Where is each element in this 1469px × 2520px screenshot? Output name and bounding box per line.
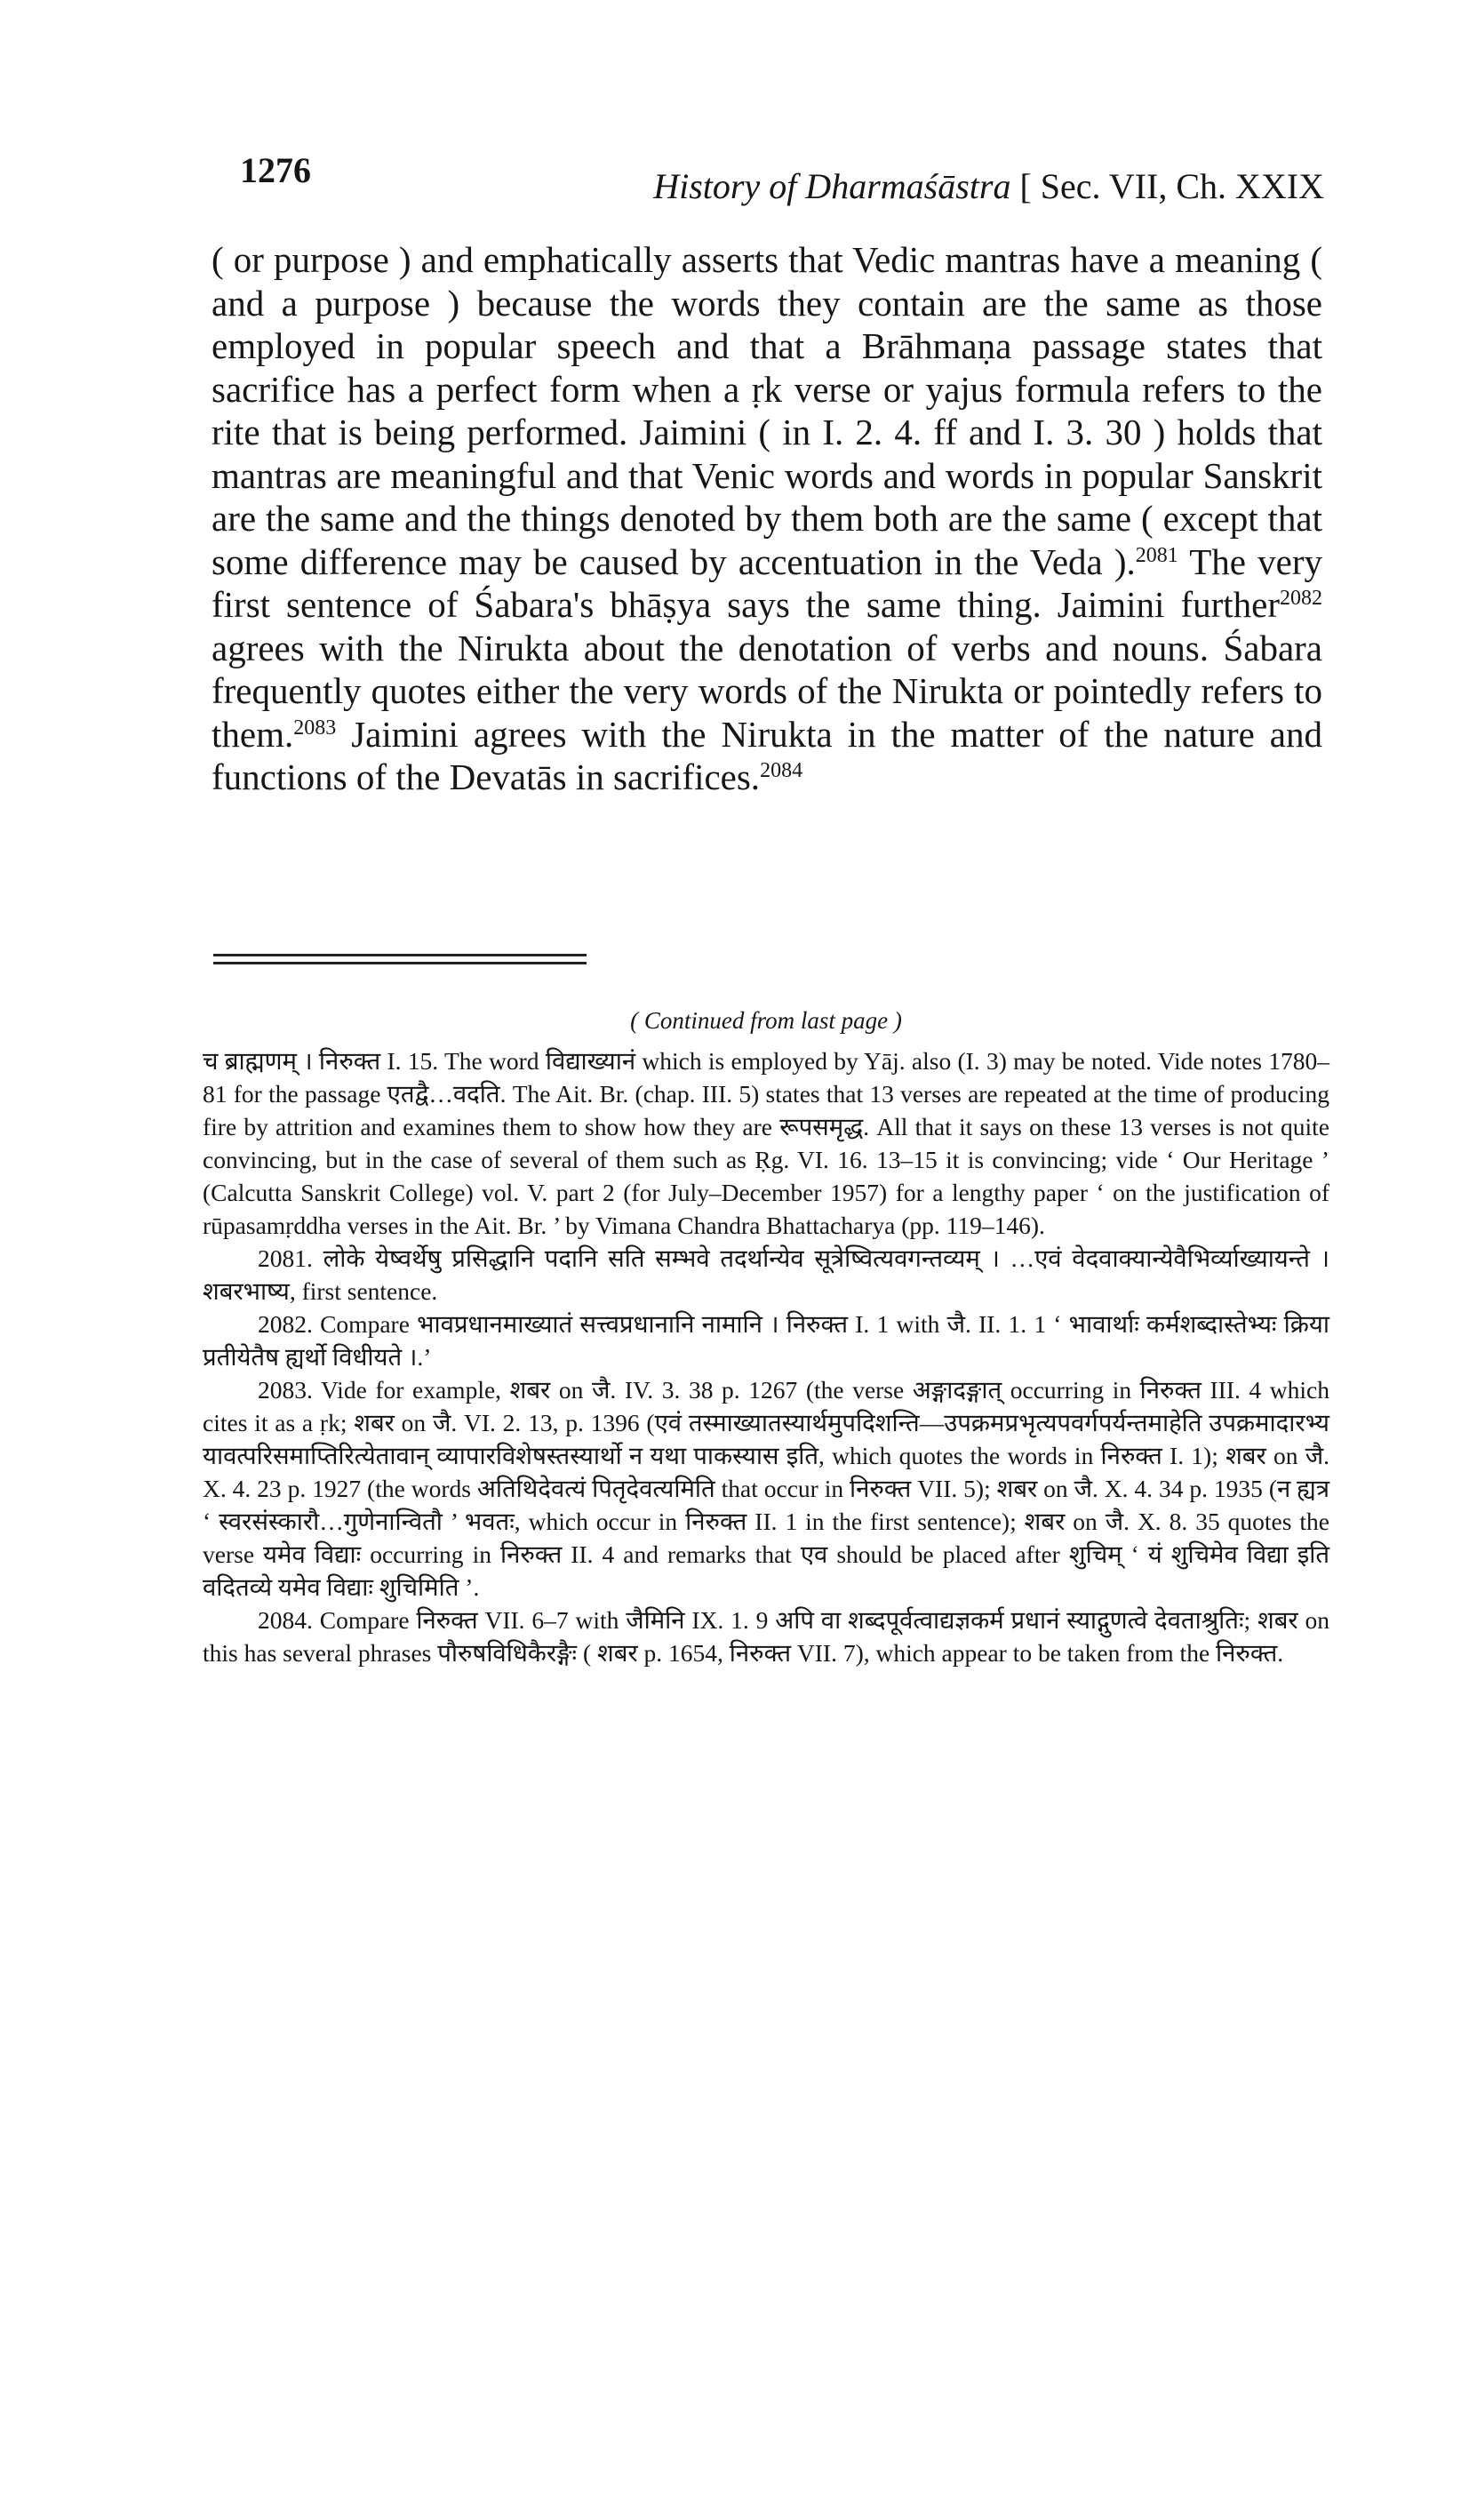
footnote-text: Compare निरुक्त VII. 6–7 with जैमिनि IX. 1. 9 अपि वा शब्दपूर्वत्वाद्यज्ञकर्म प्रधानं स्याद्गुणत्वे देवताश्रुतिः; शबर on this has several phrases पौरुषविधिकैरङ्गैः ( शबर p. 1654, निरुक्त VII. 7), which appear to be taken from the निरुक्त. <box>203 1606 1330 1667</box>
text-segment: agrees with the Nirukta about the denotation of verbs and nouns. Śabara frequently quotes either the very words of the Nirukta or pointedly refers to them. <box>212 627 1322 755</box>
footnote-number: 2082. <box>258 1310 313 1338</box>
page-number: 1276 <box>240 150 311 190</box>
section-divider <box>213 954 587 956</box>
page-header <box>240 149 1324 206</box>
footnote-text: लोके येष्वर्थेषु प्रसिद्धानि पदानि सति सम्भवे तदर्थान्येव सूत्रेष्वित्यवगन्तव्यम् । …एवं वेदवाक्यान्येवैभिर्व्याख्यायन्ते । शबरभाष्य, first sentence. <box>203 1244 1330 1305</box>
running-head <box>653 165 1324 207</box>
text-segment: Jaimini agrees with the Nirukta in the matter of the nature and functions of the Devatās in sacrifices. <box>212 713 1322 797</box>
footnote-number: 2084. <box>258 1606 313 1634</box>
continued-footnote-text: च ब्राह्मणम् । निरुक्त I. 15. The word विद्याख्यानं which is employed by Yāj. also (I. 3) may be noted. Vide notes 1780–81 for the passage एतद्वै…वदति. The Ait. Br. (chap. III. 5) states that 13 verses are repeated at the time of producing fire by attrition and examines them to show how they are रूपसमृद्ध. All that it says on these 13 verses is not quite convincing, but in the case of several of them such as Ṛg. VI. 16. 13–15 it is convincing; vide ‘ Our Heritage ’ (Calcutta Sanskrit College) vol. V. part 2 (for July–December 1957) for a lengthy paper ‘ on the justification of rūpasamṛddha verses in the Ait. Br. ’ by Vimana Chandra Bhattacharya (pp. 119–146). <box>203 1047 1329 1239</box>
footnote-ref-2084[interactable]: 2084 <box>760 759 803 782</box>
footnote-2082 <box>203 1308 1329 1373</box>
running-title: History of Dharmaśāstra <box>653 166 1011 206</box>
footnote-2084 <box>203 1604 1329 1669</box>
footnote-ref-2083[interactable]: 2083 <box>293 716 337 740</box>
continued-label: ( Continued from last page ) <box>630 1007 902 1034</box>
paragraph-text <box>212 238 1322 799</box>
footnote-2083 <box>203 1373 1329 1604</box>
main-paragraph <box>212 238 1322 799</box>
footnotes-block <box>203 1004 1329 1669</box>
footnote-2081 <box>203 1242 1329 1308</box>
text-segment: ( or purpose ) and emphatically asserts that Vedic mantras have a meaning ( and a purpose ) because the words they contain are the same as those employed in popular speech and that a Brāhmaṇa passage states that sacrifice has a perfect form when a ṛk verse or yajus formula refers to the rite that is being performed. Jaimini ( in I. 2. 4. ff and I. 3. 30 ) holds that mantras are meaningful and that Venic words and words in popular Sanskrit are the same and the things denoted by them both are the same ( except that some difference may be caused by accentuation in the Veda ). <box>212 239 1322 582</box>
section-divider <box>213 962 587 964</box>
footnote-text: Compare भावप्रधानमाख्यातं सत्त्वप्रधानानि नामानि । निरुक्त I. 1 with जै. II. 1. 1 ‘ भावार्थाः कर्मशब्दास्तेभ्यः क्रिया प्रतीयेतैष ह्यर्थो विधीयते ।.’ <box>203 1310 1329 1371</box>
footnote-ref-2082[interactable]: 2082 <box>1280 587 1322 610</box>
footnote-number: 2081. <box>258 1244 313 1272</box>
section-label: [ Sec. VII, Ch. XXIX <box>1019 166 1324 206</box>
footnote-text: Vide for example, शबर on जै. IV. 3. 38 p. 1267 (the verse अङ्गादङ्गात् occurring in निरुक्त III. 4 which cites it as a ṛk; शबर on जै. VI. 2. 13, p. 1396 (एवं तस्माख्यातस्यार्थमुपदिशन्ति—उपक्रमप्रभृत्यपवर्गपर्यन्तमाहेति उपक्रमादारभ्य यावत्परिसमाप्तिरित्येतावान् व्यापारविशेषस्तस्यार्थो न यथा पाकस्यास इति, which quotes the words in निरुक्त I. 1); शबर on जै. X. 4. 23 p. 1927 (the words अतिथिदेवत्यं पितृदेवत्यमिति that occur in निरुक्त VII. 5); शबर on जै. X. 4. 34 p. 1935 (न ह्यत्र ‘ स्वरसंस्कारौ…गुणेनान्वितौ ’ भवतः, which occur in निरुक्त II. 1 in the first sentence); शबर on जै. X. 8. 35 quotes the verse यमेव विद्याः occurring in निरुक्त II. 4 and remarks that एव should be placed after शुचिम् ‘ यं शुचिमेव विद्या इति वदितव्ये यमेव विद्याः शुचिमिति ’. <box>203 1376 1329 1601</box>
footnote-number: 2083. <box>258 1376 313 1404</box>
footnote-ref-2081[interactable]: 2081 <box>1135 543 1178 567</box>
text-segment: The very first sentence of Śabara's bhāṣya says the same thing. Jaimini further <box>212 540 1322 625</box>
